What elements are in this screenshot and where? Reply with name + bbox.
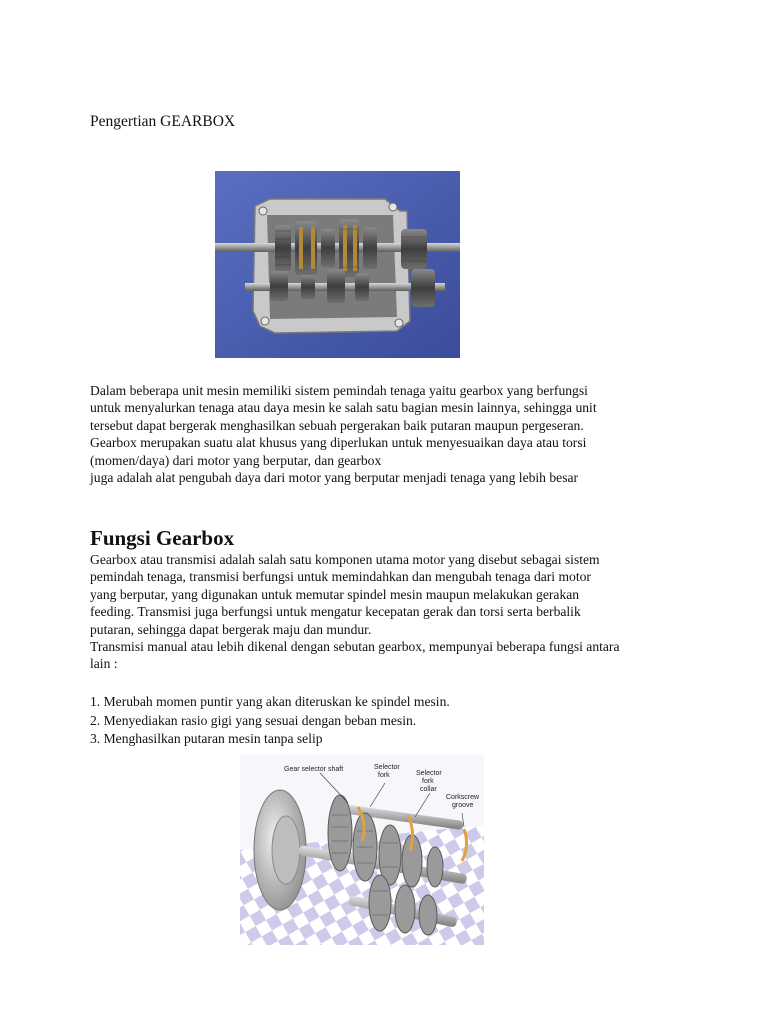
function-list xyxy=(90,693,450,749)
intro-line: untuk menyalurkan tenaga atau daya mesin ke salah satu bagian mesin lainnya, sehingga unit xyxy=(90,400,597,416)
section-heading: Fungsi Gearbox xyxy=(90,526,235,550)
list-item: 2. Menyediakan rasio gigi yang sesuai dengan beban mesin. xyxy=(90,712,417,728)
label-selector-fork: Selector xyxy=(374,764,400,771)
label-corkscrew-groove: Corkscrew xyxy=(446,794,480,801)
section-line: putaran, sehingga dapat bergerak maju dan mundur. xyxy=(90,621,372,637)
label-selector-fork: fork xyxy=(378,772,390,779)
intro-line: (momen/daya) dari motor yang berputar, dan gearbox xyxy=(90,452,382,468)
label-gear-selector-shaft: Gear selector shaft xyxy=(284,766,344,773)
section-line: lain : xyxy=(90,656,118,672)
label-selector-fork-collar: collar xyxy=(420,786,437,793)
intro-line: Gearbox merupakan suatu alat khusus yang diperlukan untuk menyesuaikan daya atau torsi xyxy=(90,435,587,451)
gearbox-photo xyxy=(215,171,460,358)
page-title: Pengertian GEARBOX xyxy=(90,113,236,130)
intro-line: juga adalah alat pengubah daya dari motor yang berputar menjadi tenaga yang lebih besar xyxy=(90,470,579,486)
label-selector-fork-collar: Selector xyxy=(416,770,442,777)
intro-line: tersebut dapat bergerak menghasilkan sebuah pergerakan baik putaran maupun pergeseran. xyxy=(90,417,584,433)
label-corkscrew-groove: groove xyxy=(452,802,474,809)
intro-paragraph xyxy=(90,382,700,486)
label-selector-fork-collar: fork xyxy=(422,778,434,785)
section-line: feeding. Transmisi juga berfungsi untuk mengatur kecepatan gerak dan torsi serta berbalik xyxy=(90,604,581,620)
section-paragraph xyxy=(90,551,700,673)
list-item: 1. Merubah momen puntir yang akan diteruskan ke spindel mesin. xyxy=(90,694,450,709)
list-item: 3. Menghasilkan putaran mesin tanpa selip xyxy=(90,731,323,746)
gearbox-diagram xyxy=(240,755,484,945)
section-line: yang berputar, yang digunakan untuk memutar spindel mesin maupun melakukan gerakan xyxy=(90,586,580,602)
intro-line: Dalam beberapa unit mesin memiliki sistem pemindah tenaga yaitu gearbox yang berfungsi xyxy=(90,383,588,398)
section-line: pemindah tenaga, transmisi berfungsi untuk memindahkan dan mengubah tenaga dari motor xyxy=(90,569,591,585)
section-line: Gearbox atau transmisi adalah salah satu komponen utama motor yang disebut sebagai sistem xyxy=(90,552,600,567)
section-line: Transmisi manual atau lebih dikenal dengan sebutan gearbox, mempunyai beberapa fungsi antara xyxy=(90,639,620,655)
